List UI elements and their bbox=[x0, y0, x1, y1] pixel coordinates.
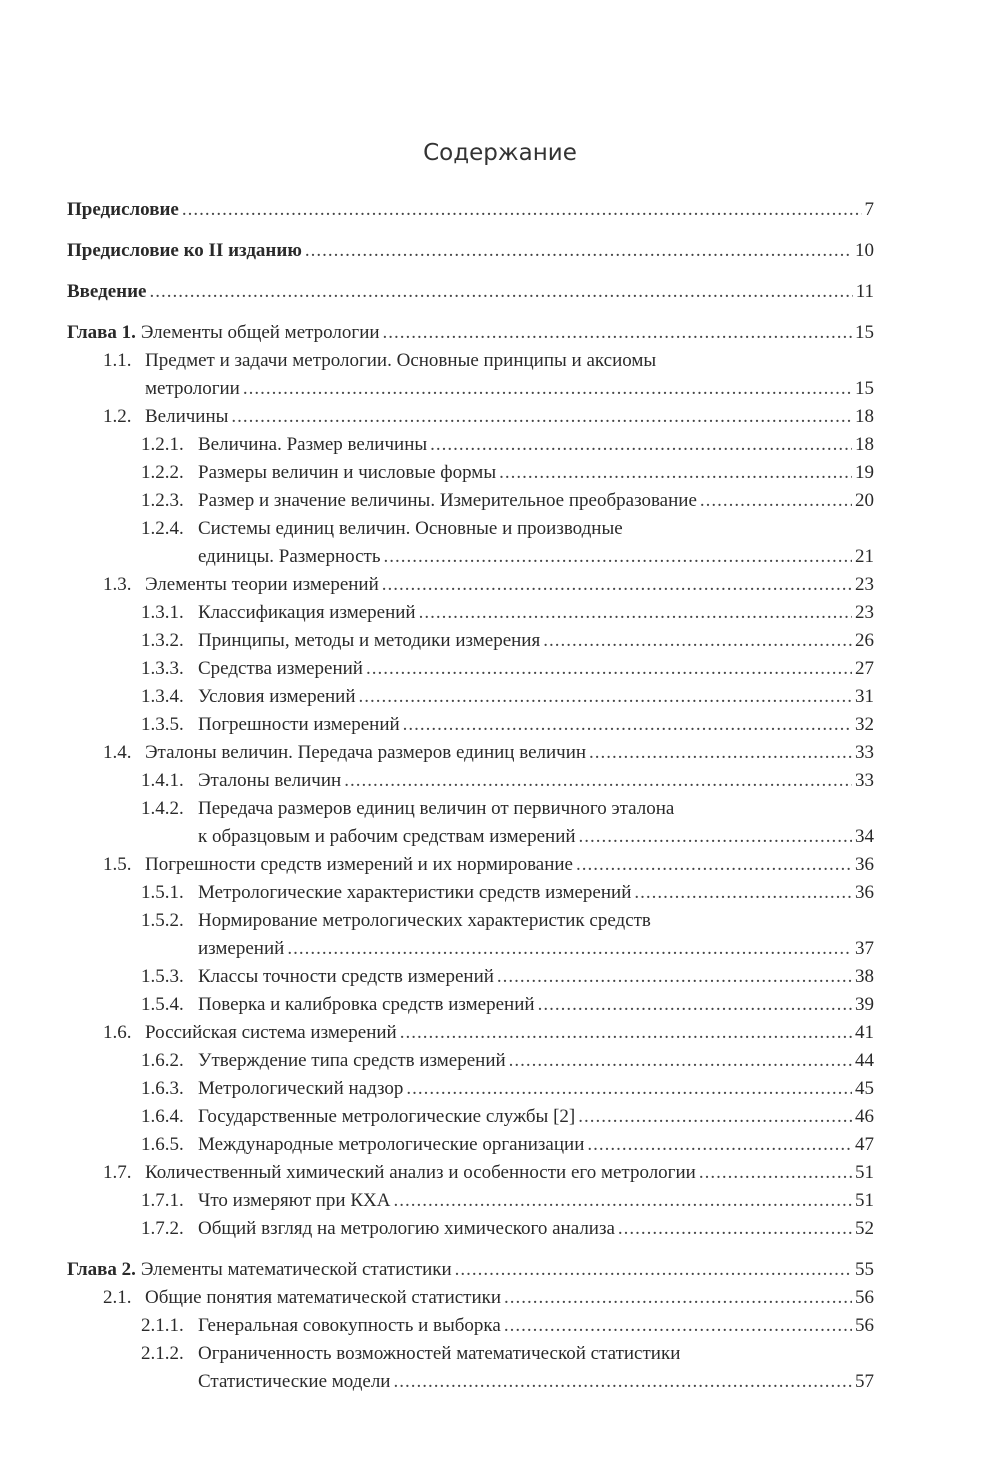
dot-leader bbox=[455, 1256, 852, 1284]
entry-number: 1.2.3. bbox=[141, 490, 184, 511]
entry-title: Передача размеров единиц величин от первичного эталона bbox=[198, 798, 675, 819]
dot-leader bbox=[305, 237, 852, 265]
dot-leader bbox=[287, 935, 852, 963]
entry-title: Российская система измерений bbox=[145, 1022, 397, 1043]
entry-number: Глава 2. bbox=[67, 1259, 136, 1280]
entry-number: 2.1.1. bbox=[141, 1315, 184, 1336]
toc-entry[interactable] bbox=[67, 1159, 874, 1187]
entry-page-number: 38 bbox=[855, 966, 874, 987]
toc-entry[interactable] bbox=[67, 1340, 874, 1368]
entry-number: 1.6.3. bbox=[141, 1078, 184, 1099]
entry-title: Метрологический надзор bbox=[198, 1078, 404, 1099]
entry-title: Утверждение типа средств измерений bbox=[198, 1050, 506, 1071]
entry-title: Количественный химический анализ и особенности его метрологии bbox=[145, 1162, 696, 1183]
entry-number: 1.2.1. bbox=[141, 434, 184, 455]
dot-leader bbox=[403, 711, 852, 739]
entry-title-continuation: к образцовым и рабочим средствам измерений bbox=[198, 826, 576, 847]
entry-number: 1.7. bbox=[103, 1162, 132, 1183]
entry-page-number: 32 bbox=[855, 714, 874, 735]
dot-leader bbox=[499, 459, 852, 487]
entry-number: 1.3.5. bbox=[141, 714, 184, 735]
toc-entry[interactable] bbox=[67, 1075, 874, 1103]
dot-leader bbox=[366, 655, 852, 683]
toc-entry[interactable] bbox=[67, 599, 874, 627]
dot-leader bbox=[382, 571, 852, 599]
toc-entry[interactable] bbox=[67, 907, 874, 935]
entry-page-number: 55 bbox=[855, 1259, 874, 1280]
entry-number: 1.5.2. bbox=[141, 910, 184, 931]
entry-page-number: 46 bbox=[855, 1106, 874, 1127]
entry-title: Предмет и задачи метрологии. Основные принципы и аксиомы bbox=[145, 350, 657, 371]
toc-entry[interactable] bbox=[67, 655, 874, 683]
entry-title: Предисловие ко II изданию bbox=[67, 240, 302, 261]
entry-title: Элементы теории измерений bbox=[145, 574, 379, 595]
entry-page-number: 37 bbox=[855, 938, 874, 959]
entry-page-number: 18 bbox=[855, 434, 874, 455]
entry-number: 1.6.5. bbox=[141, 1134, 184, 1155]
entry-title: Средства измерений bbox=[198, 658, 363, 679]
entry-title: Принципы, методы и методики измерения bbox=[198, 630, 541, 651]
dot-leader bbox=[634, 879, 852, 907]
toc-entry[interactable] bbox=[67, 196, 874, 224]
toc-entry[interactable] bbox=[67, 1256, 874, 1284]
toc-entry[interactable] bbox=[67, 1047, 874, 1075]
entry-number: 2.1. bbox=[103, 1287, 132, 1308]
entry-page-number: 23 bbox=[855, 602, 874, 623]
toc-entry[interactable] bbox=[67, 1131, 874, 1159]
entry-title: Величины bbox=[145, 406, 229, 427]
entry-title: Погрешности измерений bbox=[198, 714, 400, 735]
entry-number: 1.5. bbox=[103, 854, 132, 875]
entry-title: Государственные метрологические службы [2] bbox=[198, 1106, 576, 1127]
toc-entry-continuation bbox=[67, 375, 874, 403]
dot-leader bbox=[543, 627, 852, 655]
entry-number: 1.3.3. bbox=[141, 658, 184, 679]
entry-title: Размер и значение величины. Измерительное преобразование bbox=[198, 490, 697, 511]
entry-title: Предисловие bbox=[67, 199, 179, 220]
entry-page-number: 27 bbox=[855, 658, 874, 679]
dot-leader bbox=[393, 1187, 852, 1215]
entry-title: Нормирование метрологических характеристик средств bbox=[198, 910, 651, 931]
entry-page-number: 23 bbox=[855, 574, 874, 595]
entry-number: 1.5.3. bbox=[141, 966, 184, 987]
entry-title: Величина. Размер величины bbox=[198, 434, 428, 455]
dot-leader bbox=[150, 278, 853, 306]
entry-page-number: 21 bbox=[855, 546, 874, 567]
entry-page-number: 33 bbox=[855, 742, 874, 763]
toc-entry[interactable] bbox=[67, 767, 874, 795]
toc-entry[interactable] bbox=[67, 237, 874, 265]
entry-number: 1.2. bbox=[103, 406, 132, 427]
toc-entry[interactable] bbox=[67, 795, 874, 823]
entry-title: Что измеряют при КХА bbox=[198, 1190, 391, 1211]
toc-entry[interactable] bbox=[67, 991, 874, 1019]
entry-page-number: 18 bbox=[855, 406, 874, 427]
entry-page-number: 36 bbox=[855, 854, 874, 875]
entry-title: Общий взгляд на метрологию химического анализа bbox=[198, 1218, 615, 1239]
entry-page-number: 57 bbox=[855, 1371, 874, 1392]
entry-number: 1.2.4. bbox=[141, 518, 184, 539]
entry-title: Классификация измерений bbox=[198, 602, 416, 623]
entry-page-number: 47 bbox=[855, 1134, 874, 1155]
dot-leader bbox=[618, 1215, 852, 1243]
entry-title: Элементы математической статистики bbox=[140, 1259, 452, 1280]
toc-entry[interactable] bbox=[67, 1019, 874, 1047]
entry-number: 2.1.2. bbox=[141, 1343, 184, 1364]
dot-leader bbox=[383, 319, 852, 347]
entry-page-number: 31 bbox=[855, 686, 874, 707]
dot-leader bbox=[344, 767, 852, 795]
toc-entry[interactable] bbox=[67, 963, 874, 991]
entry-title: Классы точности средств измерений bbox=[198, 966, 494, 987]
dot-leader bbox=[576, 851, 852, 879]
entry-page-number: 52 bbox=[855, 1218, 874, 1239]
dot-leader bbox=[578, 1103, 852, 1131]
entry-page-number: 26 bbox=[855, 630, 874, 651]
entry-title: Размеры величин и числовые формы bbox=[198, 462, 497, 483]
dot-leader bbox=[700, 487, 852, 515]
entry-number: 1.4. bbox=[103, 742, 132, 763]
entry-number: 1.6. bbox=[103, 1022, 132, 1043]
dot-leader bbox=[579, 823, 852, 851]
entry-title-continuation: Статистические модели bbox=[198, 1371, 391, 1392]
entry-number: 1.6.2. bbox=[141, 1050, 184, 1071]
entry-page-number: 34 bbox=[855, 826, 874, 847]
dot-leader bbox=[497, 963, 852, 991]
entry-page-number: 44 bbox=[855, 1050, 874, 1071]
dot-leader bbox=[359, 683, 852, 711]
entry-page-number: 33 bbox=[855, 770, 874, 791]
toc-entry[interactable] bbox=[67, 1187, 874, 1215]
entry-page-number: 51 bbox=[855, 1190, 874, 1211]
entry-title: Общие понятия математической статистики bbox=[145, 1287, 502, 1308]
dot-leader bbox=[231, 403, 852, 431]
table-of-contents bbox=[67, 196, 874, 1396]
entry-title-continuation: метрологии bbox=[145, 378, 240, 399]
dot-leader bbox=[504, 1284, 852, 1312]
entry-title: Погрешности средств измерений и их нормирование bbox=[145, 854, 573, 875]
entry-number: 1.4.2. bbox=[141, 798, 184, 819]
dot-leader bbox=[509, 1047, 852, 1075]
toc-entry[interactable] bbox=[67, 1284, 874, 1312]
entry-page-number: 45 bbox=[855, 1078, 874, 1099]
toc-entry[interactable] bbox=[67, 1103, 874, 1131]
entry-number: 1.5.4. bbox=[141, 994, 184, 1015]
dot-leader bbox=[384, 543, 852, 571]
entry-page-number: 15 bbox=[855, 322, 874, 343]
entry-number: 1.3.2. bbox=[141, 630, 184, 651]
toc-entry[interactable] bbox=[67, 851, 874, 879]
entry-number: 1.7.1. bbox=[141, 1190, 184, 1211]
entry-number: 1.7.2. bbox=[141, 1218, 184, 1239]
toc-entry[interactable] bbox=[67, 459, 874, 487]
entry-page-number: 39 bbox=[855, 994, 874, 1015]
entry-title: Международные метрологические организации bbox=[198, 1134, 585, 1155]
entry-title: Поверка и калибровка средств измерений bbox=[198, 994, 535, 1015]
entry-number: Глава 1. bbox=[67, 322, 136, 343]
toc-entry[interactable] bbox=[67, 627, 874, 655]
dot-leader bbox=[504, 1312, 852, 1340]
toc-entry[interactable] bbox=[67, 515, 874, 543]
entry-title: Эталоны величин bbox=[198, 770, 342, 791]
toc-entry[interactable] bbox=[67, 711, 874, 739]
entry-page-number: 11 bbox=[855, 281, 874, 302]
entry-page-number: 56 bbox=[855, 1287, 874, 1308]
toc-entry[interactable] bbox=[67, 403, 874, 431]
entry-number: 1.5.1. bbox=[141, 882, 184, 903]
dot-leader bbox=[589, 739, 852, 767]
entry-page-number: 41 bbox=[855, 1022, 874, 1043]
dot-leader bbox=[538, 991, 852, 1019]
toc-entry[interactable] bbox=[67, 571, 874, 599]
toc-entry[interactable] bbox=[67, 1215, 874, 1243]
entry-title: Условия измерений bbox=[198, 686, 356, 707]
entry-page-number: 7 bbox=[864, 199, 874, 220]
dot-leader bbox=[587, 1131, 852, 1159]
entry-page-number: 20 bbox=[855, 490, 874, 511]
dot-leader bbox=[400, 1019, 852, 1047]
entry-page-number: 10 bbox=[855, 240, 874, 261]
entry-title-continuation: измерений bbox=[198, 938, 285, 959]
toc-entry-continuation bbox=[67, 935, 874, 963]
dot-leader bbox=[243, 375, 852, 403]
entry-title: Эталоны величин. Передача размеров единиц величин bbox=[145, 742, 587, 763]
entry-title: Ограниченность возможностей математической статистики bbox=[198, 1343, 681, 1364]
entry-page-number: 56 bbox=[855, 1315, 874, 1336]
entry-title: Введение bbox=[67, 281, 147, 302]
entry-page-number: 36 bbox=[855, 882, 874, 903]
entry-page-number: 51 bbox=[855, 1162, 874, 1183]
entry-number: 1.3.4. bbox=[141, 686, 184, 707]
entry-title: Системы единиц величин. Основные и производные bbox=[198, 518, 623, 539]
entry-number: 1.6.4. bbox=[141, 1106, 184, 1127]
entry-title: Метрологические характеристики средств измерений bbox=[198, 882, 632, 903]
entry-title: Элементы общей метрологии bbox=[140, 322, 380, 343]
entry-number: 1.2.2. bbox=[141, 462, 184, 483]
toc-entry-continuation bbox=[67, 1368, 874, 1396]
toc-entry-continuation bbox=[67, 543, 874, 571]
entry-page-number: 15 bbox=[855, 378, 874, 399]
page-title: Содержание bbox=[423, 140, 577, 166]
toc-entry[interactable] bbox=[67, 739, 874, 767]
entry-title: Генеральная совокупность и выборка bbox=[198, 1315, 501, 1336]
toc-entry-continuation bbox=[67, 823, 874, 851]
dot-leader bbox=[699, 1159, 852, 1187]
toc-entry[interactable] bbox=[67, 1312, 874, 1340]
entry-number: 1.3. bbox=[103, 574, 132, 595]
dot-leader bbox=[393, 1368, 852, 1396]
dot-leader bbox=[182, 196, 862, 224]
entry-page-number: 19 bbox=[855, 462, 874, 483]
toc-entry[interactable] bbox=[67, 487, 874, 515]
dot-leader bbox=[419, 599, 852, 627]
toc-entry[interactable] bbox=[67, 347, 874, 375]
dot-leader bbox=[406, 1075, 852, 1103]
entry-number: 1.4.1. bbox=[141, 770, 184, 791]
dot-leader bbox=[430, 431, 852, 459]
toc-entry[interactable] bbox=[67, 683, 874, 711]
entry-number: 1.3.1. bbox=[141, 602, 184, 623]
entry-number: 1.1. bbox=[103, 350, 132, 371]
toc-entry[interactable] bbox=[67, 278, 874, 306]
toc-entry[interactable] bbox=[67, 431, 874, 459]
toc-entry[interactable] bbox=[67, 879, 874, 907]
toc-entry[interactable] bbox=[67, 319, 874, 347]
entry-title-continuation: единицы. Размерность bbox=[198, 546, 381, 567]
